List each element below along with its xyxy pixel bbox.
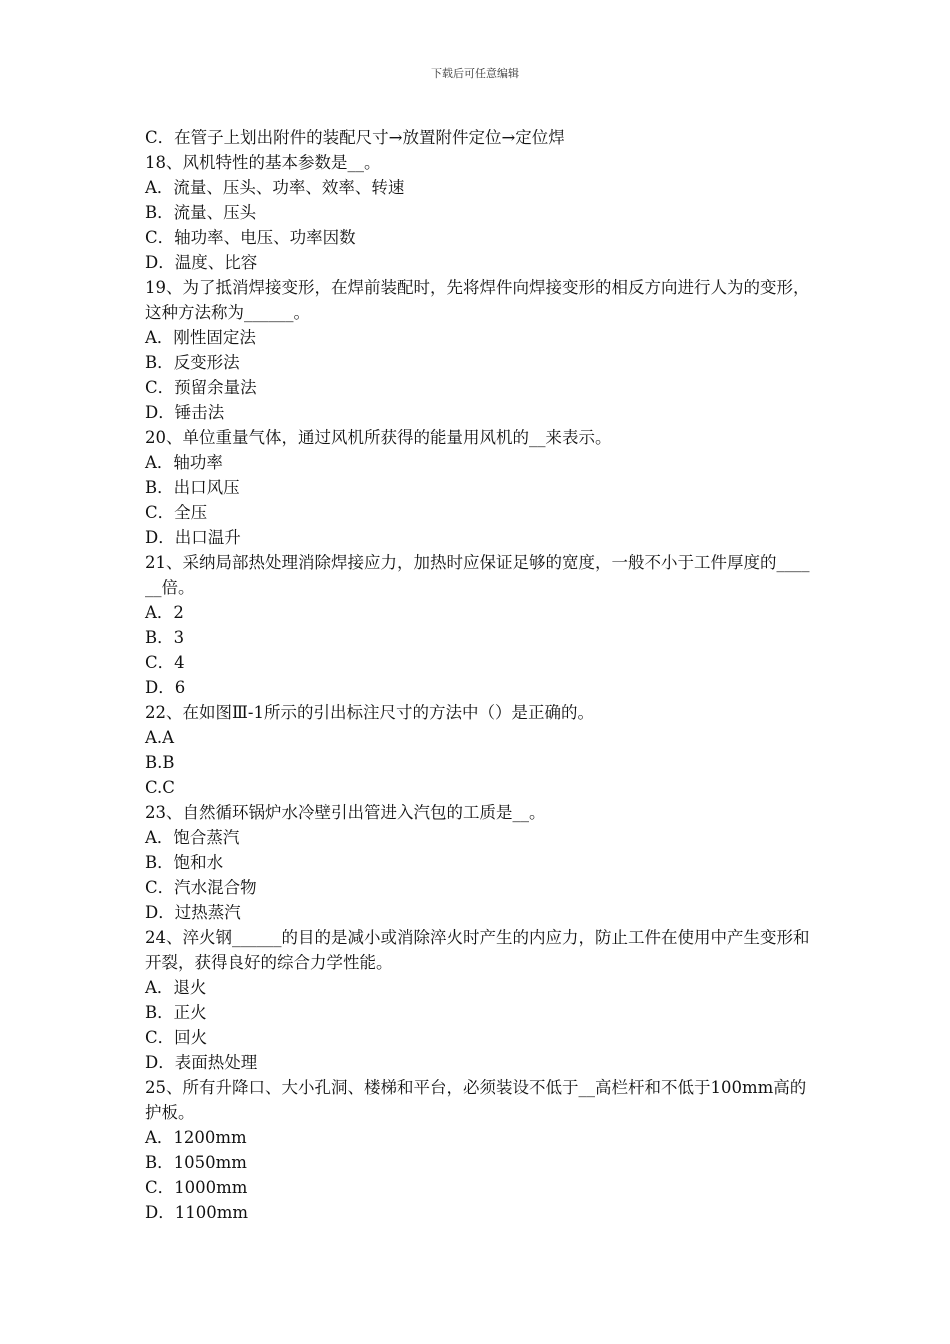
question-25	[145, 1075, 810, 1225]
option: C．预留余量法	[145, 378, 257, 397]
option: D．锤击法	[145, 403, 225, 422]
option: B．出口风压	[145, 478, 240, 497]
question-20	[145, 425, 810, 550]
option: C．轴功率、电压、功率因数	[145, 228, 356, 247]
option: C．汽水混合物	[145, 878, 257, 897]
option: B．正火	[145, 1003, 207, 1022]
option: D．出口温升	[145, 528, 241, 547]
option: B．流量、压头	[145, 203, 257, 222]
question-23	[145, 800, 810, 925]
option: B．1050mm	[145, 1153, 247, 1172]
question-stem: 23、自然循环锅炉水冷壁引出管进入汽包的工质是__。	[145, 803, 546, 822]
question-stem: 18、风机特性的基本参数是__。	[145, 153, 381, 172]
question-stem: 20、单位重量气体，通过风机所获得的能量用风机的__来表示。	[145, 428, 612, 447]
lead-option: C．在管子上划出附件的装配尺寸→放置附件定位→定位焊	[145, 128, 565, 147]
option: C．回火	[145, 1028, 208, 1047]
document-body	[145, 125, 810, 1225]
option: A．流量、压头、功率、效率、转速	[145, 178, 405, 197]
page-header: 下载后可任意编辑	[431, 67, 519, 80]
question-stem: 22、在如图Ⅲ-1所示的引出标注尺寸的方法中（）是正确的。	[145, 703, 594, 722]
question-stem: 19、为了抵消焊接变形，在焊前装配时，先将焊件向焊接变形的相反方向进行人为的变形，这种方法称为______。	[145, 278, 810, 322]
option: B.B	[145, 753, 175, 772]
option: C．4	[145, 653, 185, 672]
question-19	[145, 275, 810, 425]
option: C．全压	[145, 503, 208, 522]
question-22	[145, 700, 810, 800]
option: D．表面热处理	[145, 1053, 258, 1072]
option: D．温度、比容	[145, 253, 258, 272]
option: A．2	[145, 603, 184, 622]
option: C．1000mm	[145, 1178, 248, 1197]
option: A.A	[145, 728, 175, 747]
question-21	[145, 550, 810, 700]
option: A．刚性固定法	[145, 328, 256, 347]
option: D．6	[145, 678, 186, 697]
option: A．饱合蒸汽	[145, 828, 240, 847]
option: B．反变形法	[145, 353, 240, 372]
option: A．轴功率	[145, 453, 223, 472]
option: B．3	[145, 628, 185, 647]
question-stem: 21、采纳局部热处理消除焊接应力，加热时应保证足够的宽度，一般不小于工件厚度的______倍。	[145, 553, 810, 597]
question-stem: 25、所有升降口、大小孔洞、楼梯和平台，必须装设不低于__高栏杆和不低于100mm高的护板。	[145, 1078, 807, 1122]
question-stem: 24、淬火钢______的目的是减小或消除淬火时产生的内应力，防止工件在使用中产生变形和开裂，获得良好的综合力学性能。	[145, 928, 810, 972]
option: A．1200mm	[145, 1128, 247, 1147]
option: A．退火	[145, 978, 207, 997]
option: D．过热蒸汽	[145, 903, 241, 922]
option: B．饱和水	[145, 853, 224, 872]
option: D．1100mm	[145, 1203, 249, 1222]
question-24	[145, 925, 810, 1075]
option: C.C	[145, 778, 175, 797]
question-18	[145, 150, 810, 275]
